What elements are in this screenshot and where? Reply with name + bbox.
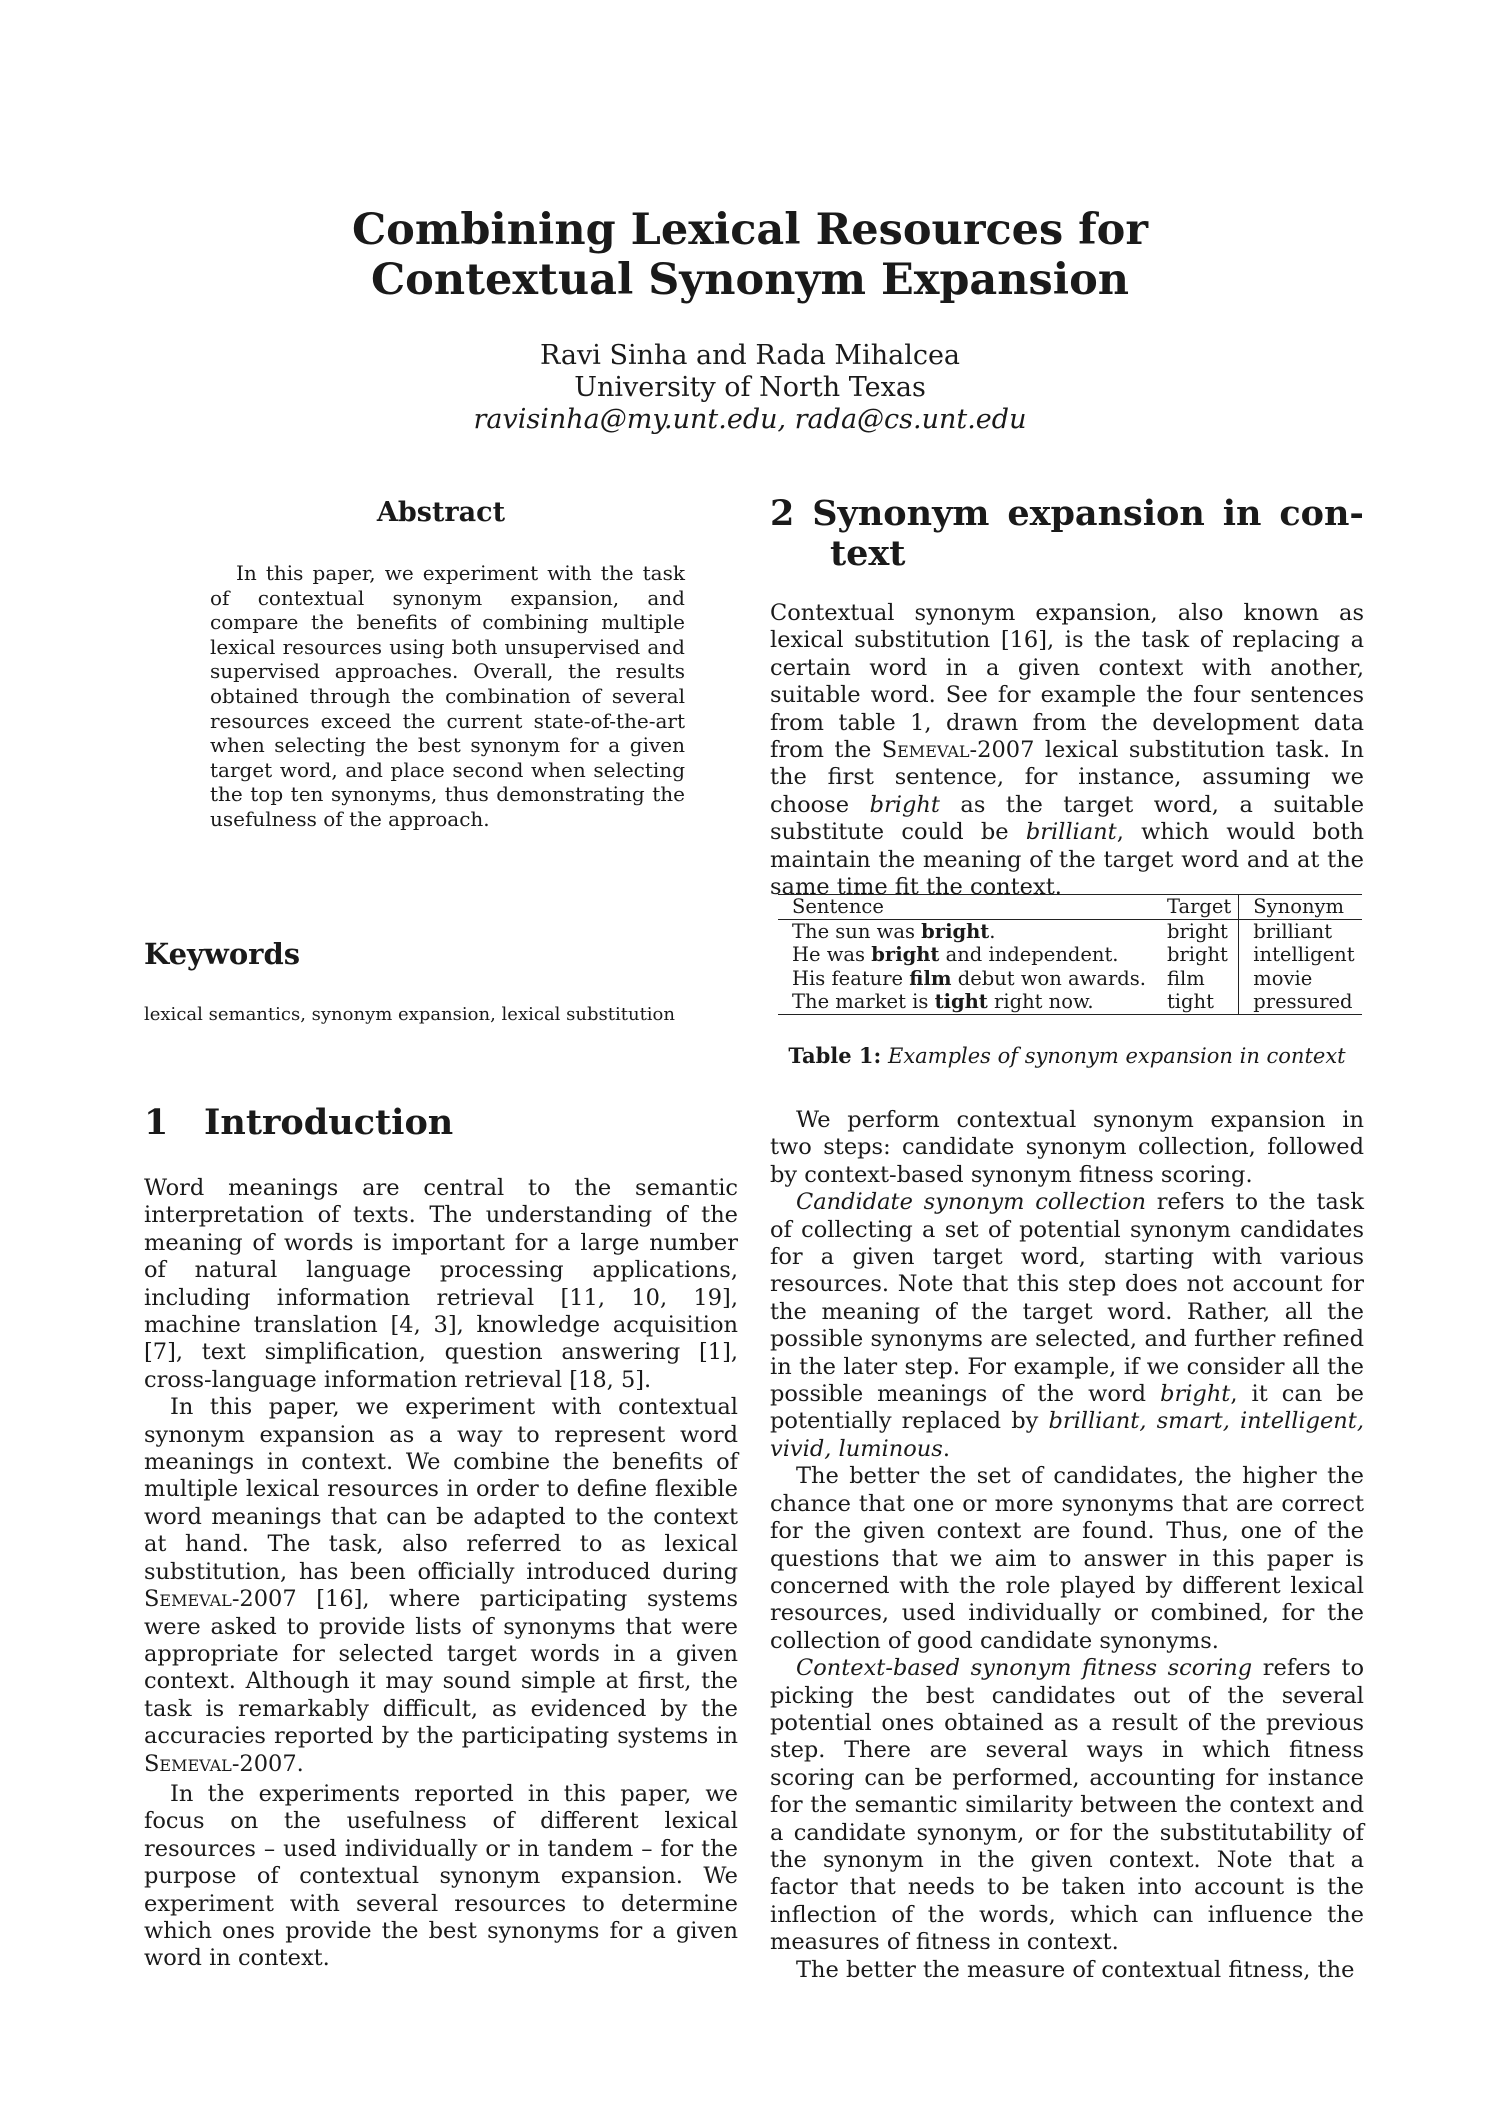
synonym-paragraph-5: Context-based synonym fitness scoring refers to picking the best candidates out of the several potential ones obtained as a result of the previous step. There are several ways in which fitness scoring can be performed, accounting for instance for the semantic similarity between the context and a candidate synonym, or for the substitutability of the synonym in the given context. Note that a factor that needs to be taken into account is the inflection of the words, which can influence the measures of fitness in context.	[770, 1655, 1364, 1956]
sentence-cell: The market is tight right now.	[792, 990, 1094, 1013]
synonym-paragraph-3: Candidate synonym collection refers to the task of collecting a set of potential synonym candidates for a given target word, starting with various resources. Note that this step does not account for the meaning of the target word. Rather, all the possible synonyms are selected, and further refined in the later step. For example, if we consider all the possible meanings of the word bright, it can be potentially replaced by brilliant, smart, intelligent, vivid, luminous.	[770, 1189, 1365, 1462]
abstract-heading: Abstract	[376, 497, 506, 528]
section-2-heading: 2 Synonym expansion in con- text	[770, 493, 1364, 574]
author-emails: ravisinha@my.unt.edu, rada@cs.unt.edu	[473, 404, 1027, 435]
synonym-paragraph-6: The better the measure of contextual fitness, the	[796, 1956, 1355, 1983]
keywords-heading: Keywords	[144, 937, 301, 971]
section-2-body	[770, 1107, 1364, 1984]
abstract-body	[210, 561, 685, 832]
target-cell: bright	[1166, 919, 1228, 943]
sentence-cell: The sun was bright.	[792, 919, 996, 943]
column-header-synonym: Synonym	[1239, 895, 1362, 920]
table-row	[778, 967, 1362, 991]
abstract-text: In this paper, we experiment with the task of contextual synonym expansion, and compare the benefits of combining multiple lexical resources using both unsupervised and supervised approaches. Overall, the results obtained through the combination of several resources exceed the current state-of-the-art when selecting the best synonym for a given target word, and place second when selecting the top ten synonyms, thus demonstrating the usefulness of the approach.	[210, 561, 685, 831]
synonym-cell: intelligent	[1239, 943, 1362, 967]
synonym-paragraph-2: We perform contextual synonym expansion in two steps: candidate synonym collection, followed by context-based synonym fitness scoring.	[770, 1107, 1364, 1188]
section-2-intro	[770, 600, 1364, 901]
section-1-number: 1	[144, 1102, 169, 1143]
author-names: Ravi Sinha and Rada Mihalcea	[539, 340, 961, 371]
examples-table	[778, 894, 1362, 1015]
semeval-name: Semeval	[881, 737, 970, 764]
synonym-paragraph-4: The better the set of candidates, the higher the chance that one or more synonyms that are correct for the given context are found. Thus, one of the questions that we aim to answer in this paper is concerned with the role played by different lexical resources, used individually or combined, for the collection of good candidate synonyms.	[770, 1463, 1364, 1654]
column-header-target: Target	[1166, 895, 1232, 918]
section-2-number: 2	[770, 493, 795, 534]
target-cell: bright	[1166, 943, 1228, 966]
synonym-paragraph-1: Contextual synonym expansion, also known as lexical substitution [16], is the task of replacing a certain word in a given context with another, suitable word. See for example the four sentences from table 1, drawn from the development data from the Semeval-2007 lexical substitution task. In the first sentence, for instance, assuming we choose bright as the target word, a suitable substitute could be brilliant, which would both maintain the meaning of the target word and at the same time fit the context.	[770, 600, 1365, 901]
semeval-name: Semeval	[144, 1586, 232, 1613]
table-caption-label: Table 1:	[788, 1043, 882, 1068]
section-1-title: Introduction	[204, 1102, 454, 1143]
semeval-name: Semeval	[144, 1750, 232, 1777]
intro-paragraph-1: Word meanings are central to the semantic interpretation of texts. The understanding of the meaning of words is important for a large number of natural language processing applications, including information retrieval [11, 10, 19], machine translation [4, 3], knowledge acquisition [7], text simplification, question answering [1], cross-language information retrieval [18, 5].	[144, 1175, 738, 1393]
sentence-cell: He was bright and independent.	[792, 943, 1119, 966]
table-row	[778, 990, 1362, 1014]
author-affiliation: University of North Texas	[574, 372, 926, 403]
synonym-cell: pressured	[1239, 990, 1362, 1014]
intro-paragraph-2: In this paper, we experiment with contextual synonym expansion as a way to represent word meanings in context. We combine the benefits of multiple lexical resources in order to define flexible word meanings that can be adapted to the context at hand. The task, also referred to as lexical substitution, has been officially introduced during Semeval-2007 [16], where participating systems were asked to provide lists of synonyms that were appropriate for selected target words in a given context. Although it may sound simple at first, the task is remarkably difficult, as evidenced by the accuracies reported by the participating systems in Semeval-2007.	[144, 1394, 738, 1777]
title-line-2: Contextual Synonym Expansion	[370, 255, 1130, 305]
sentence-cell: His feature film debut won awards.	[792, 966, 1146, 990]
synonym-cell: movie	[1239, 967, 1362, 991]
synonym-cell: brilliant	[1239, 919, 1362, 943]
target-cell: tight	[1166, 990, 1214, 1013]
table-caption	[770, 1043, 1364, 1068]
table-header-row	[778, 895, 1362, 920]
section-1-body	[144, 1175, 738, 1973]
paper-title	[0, 205, 1500, 305]
column-header-sentence: Sentence	[792, 895, 884, 918]
table-row	[778, 943, 1362, 967]
target-cell: film	[1166, 966, 1205, 990]
keywords-text: lexical semantics, synonym expansion, lexical substitution	[144, 1004, 675, 1025]
table-row	[778, 919, 1362, 943]
author-block	[0, 340, 1500, 436]
section-1-heading	[144, 1103, 453, 1143]
table-caption-text: Examples of synonym expansion in context	[887, 1044, 1346, 1068]
intro-paragraph-3: In the experiments reported in this paper, we focus on the usefulness of different lexical resources – used individually or in tandem – for the purpose of contextual synonym expansion. We experiment with several resources to determine which ones provide the best synonyms for a given word in context.	[144, 1780, 738, 1972]
title-line-1: Combining Lexical Resources for	[351, 205, 1149, 255]
